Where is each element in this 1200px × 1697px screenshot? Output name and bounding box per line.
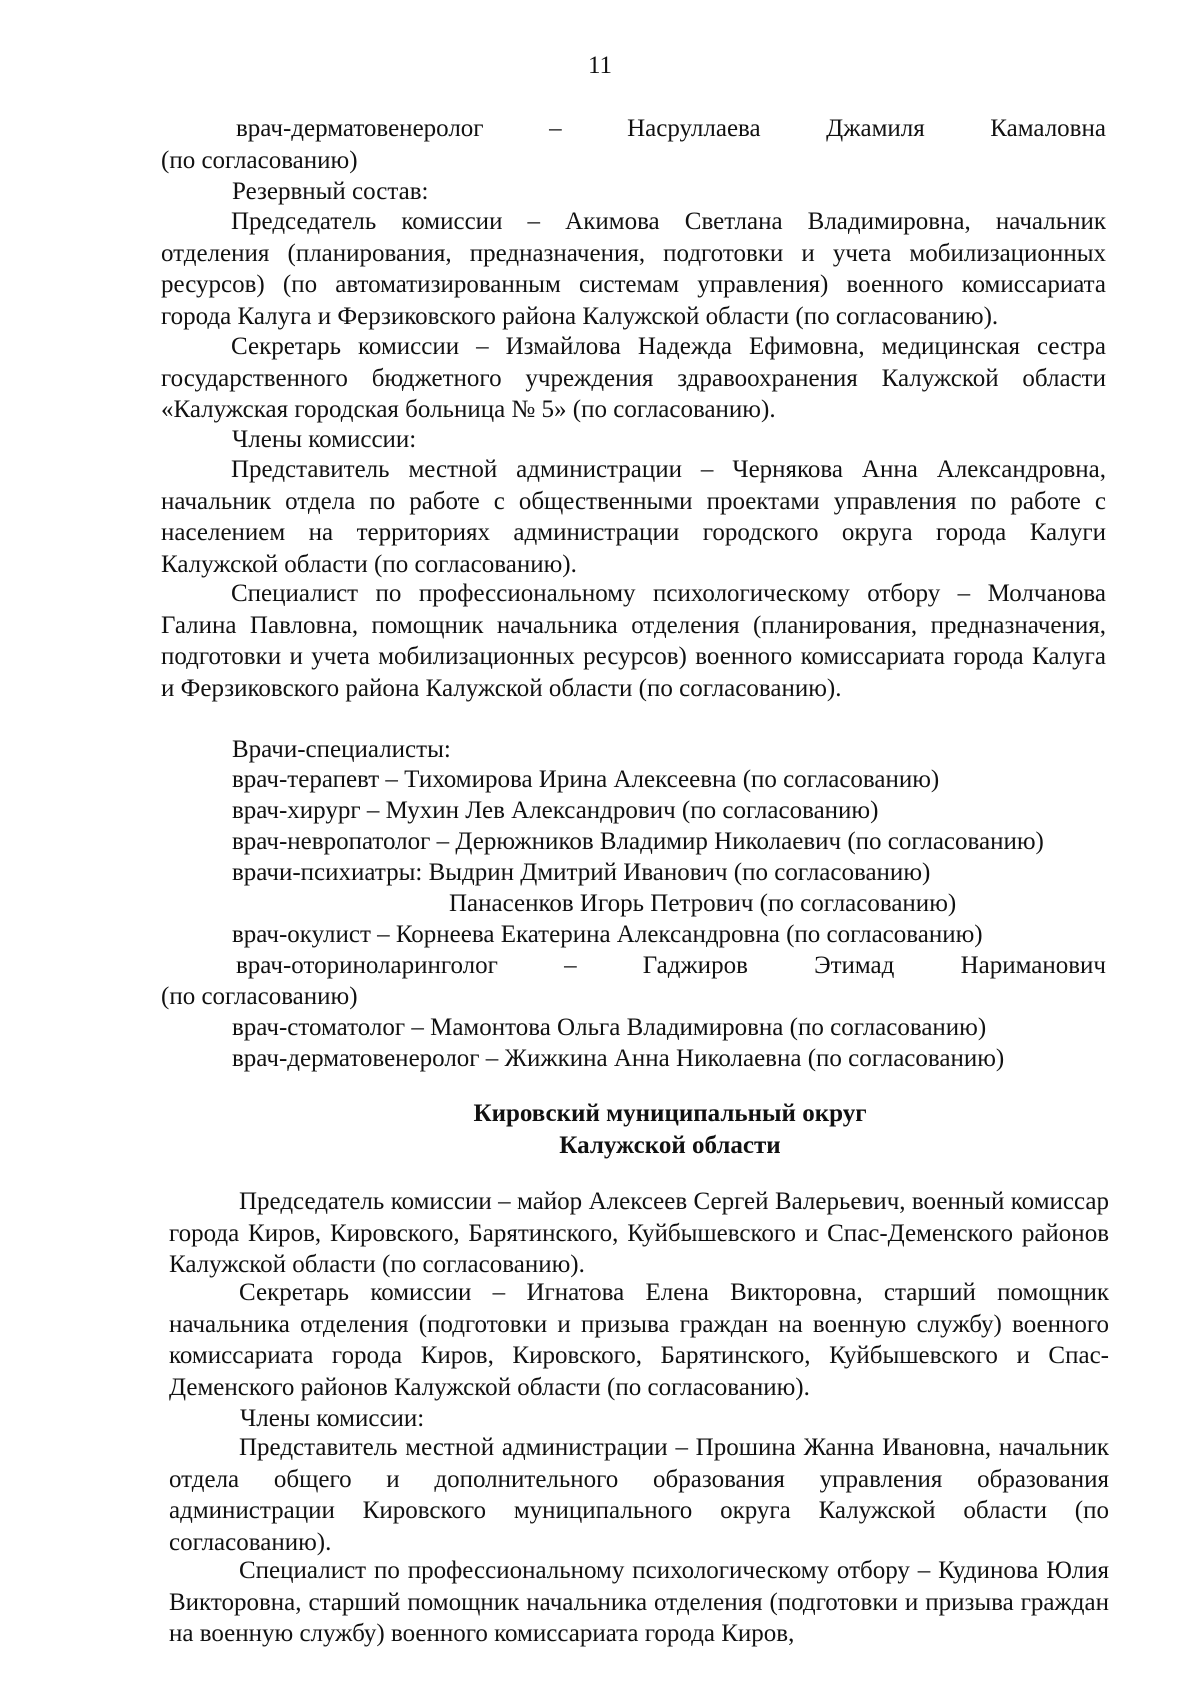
derm-line [236,113,1106,145]
reserve-local-admin-paragraph: Представитель местной администрации – Чернякова Анна Александровна, начальник отдела по работе с общественными проектами управления по работе с населением на территориях администрации городского округа города Калуги Калужской области (по согласованию). [161,456,1106,578]
kirov-secretary-paragraph: Секретарь комиссии – Игнатова Елена Викторовна, старший помощник начальника отделения (подготовки и призыва граждан на военную службу) военного комиссариата города Киров, Кировского, Барятинского, Куйбышевского и Спас-Деменского районов Калужской области (по согласованию). [169,1279,1109,1401]
reserve-chair-paragraph: Председатель комиссии – Акимова Светлана Владимировна, начальник отделения (планирования, предназначения, подготовки и учета мобилизационных ресурсов) (по автоматизированным системам управления) военного комиссариата города Калуга и Ферзиковского района Калужской области (по согласованию). [161,208,1106,330]
doctor-ophthalm: врач-окулист – Корнеева Екатерина Александровна (по согласованию) [232,921,983,948]
derm-surname: Насруллаева [627,115,761,142]
derm-dash: – [549,115,562,142]
kirov-local-admin-paragraph: Представитель местной администрации – Прошина Жанна Ивановна, начальник отдела общего и дополнительного образования управления образования администрации Кировского муниципального округа Калужской области (по согласованию). [169,1434,1109,1556]
ent-role: врач-оториноларинголог [236,952,498,979]
ent-name: Этимад [814,952,895,979]
doctors-label: Врачи-специалисты: [232,736,451,763]
doctor-neuro: врач-невропатолог – Дерюжников Владимир Николаевич (по согласованию) [232,828,1044,855]
ent-dash: – [564,952,577,979]
doctor-ent-continuation: (по согласованию) [161,983,358,1010]
reserve-psych-specialist-paragraph: Специалист по профессиональному психологическому отбору – Молчанова Галина Павловна, помощник начальника отделения (планирования, предназначения, подготовки и учета мобилизационных ресурсов) военного комиссариата города Калуга и Ферзиковского района Калужской области (по согласованию). [161,580,1106,702]
doctor-derm: врач-дерматовенеролог – Жижкина Анна Николаевна (по согласованию) [232,1045,1005,1072]
page-number: 11 [587,52,613,79]
kirov-chair-paragraph: Председатель комиссии – майор Алексеев Сергей Валерьевич, военный комиссар города Киров, Кировского, Барятинского, Куйбышевского и Спас-Деменского районов Калужской области (по согласованию). [169,1188,1109,1278]
reserve-secretary-paragraph: Секретарь комиссии – Измайлова Надежда Ефимовна, медицинская сестра государственного бюджетного учреждения здравоохранения Калужской области «Калужская городская больница № 5» (по согласованию). [161,333,1106,423]
doctor-dentist: врач-стоматолог – Мамонтова Ольга Владимировна (по согласованию) [232,1014,987,1041]
derm-name: Джамиля [826,115,925,142]
derm-patronymic: Камаловна [990,115,1106,142]
doctor-psych-1: врачи-психиатры: Выдрин Дмитрий Иванович (по согласованию) [232,859,931,886]
ent-surname: Гаджиров [642,952,748,979]
derm-continuation: (по согласованию) [161,147,358,174]
kirov-members-label: Члены комиссии: [240,1405,425,1432]
kirov-psych-specialist-paragraph: Специалист по профессиональному психологическому отбору – Кудинова Юлия Викторовна, старший помощник начальника отделения (подготовки и призыва граждан на военную службу) военного комиссариата города Киров, [169,1557,1109,1647]
reserve-members-label: Члены комиссии: [232,426,417,453]
kirov-heading-line2: Калужской области [559,1132,781,1159]
doctor-ent-line [236,950,1106,982]
kirov-heading-line1: Кировский муниципальный округ [473,1100,867,1127]
reserve-label: Резервный состав: [232,178,429,205]
doctor-therapist: врач-терапевт – Тихомирова Ирина Алексеевна (по согласованию) [232,766,940,793]
doctor-psych-2: Панасенков Игорь Петрович (по согласованию) [449,890,957,917]
derm-role: врач-дерматовенеролог [236,115,484,142]
ent-patronymic: Нариманович [960,952,1106,979]
doctor-surgeon: врач-хирург – Мухин Лев Александрович (по согласованию) [232,797,879,824]
